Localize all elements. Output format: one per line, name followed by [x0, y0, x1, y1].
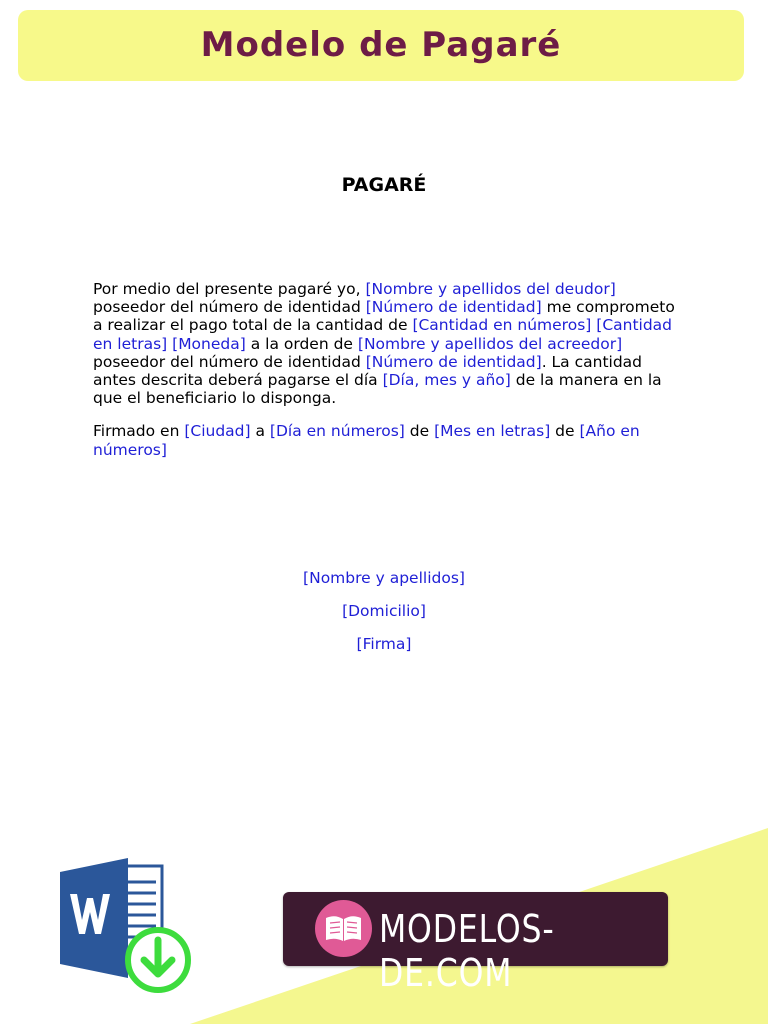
text: a la orden de	[245, 334, 358, 353]
text: a	[250, 422, 270, 441]
text: me comprometo a realizar el pago total de la cantidad de	[93, 298, 675, 335]
text: Firmado en	[93, 422, 185, 441]
text: de	[550, 422, 580, 441]
placeholder-due-date: [Día, mes y año]	[382, 371, 511, 390]
open-book-icon	[315, 900, 372, 957]
placeholder-debtor-name: [Nombre y apellidos del deudor]	[365, 280, 616, 298]
placeholder-debtor-id: [Número de identidad]	[365, 298, 542, 317]
placeholder-creditor-id: [Número de identidad]	[365, 352, 542, 371]
placeholder-currency: [Moneda]	[172, 334, 246, 353]
placeholder-amount-letters: [Cantidad en letras]	[93, 316, 673, 353]
text: poseedor del número de identidad	[93, 298, 366, 317]
paragraph-signed	[93, 422, 675, 458]
text: poseedor del número de identidad	[93, 352, 366, 371]
text: Por medio del presente pagaré yo,	[93, 280, 366, 298]
word-download-icon[interactable]	[56, 856, 196, 998]
brand-text: MODELOS-DE.COM	[379, 907, 555, 995]
text: . La cantidad antes descrita deberá pagarse el día	[93, 352, 643, 390]
signature-field: [Firma]	[356, 635, 412, 653]
document-body	[93, 280, 675, 459]
document-title: PAGARÉ	[341, 174, 427, 196]
header-banner	[18, 10, 744, 81]
paragraph-promise	[93, 280, 675, 407]
text: de la manera en la que el beneficiario lo disponga.	[93, 371, 662, 408]
placeholder-day: [Día en números]	[269, 422, 405, 441]
signature-name: [Nombre y apellidos]	[303, 569, 465, 587]
brand-badge[interactable]	[283, 892, 668, 995]
placeholder-creditor-name: [Nombre y apellidos del acreedor]	[357, 334, 623, 353]
text: de	[404, 422, 435, 441]
signature-address: [Domicilio]	[342, 602, 426, 620]
brand-logo-circle	[315, 900, 372, 957]
banner-title: Modelo de Pagaré	[200, 24, 562, 65]
placeholder-year: [Año en números]	[93, 422, 640, 459]
placeholder-month: [Mes en letras]	[434, 422, 551, 441]
placeholder-city: [Ciudad]	[184, 422, 251, 441]
placeholder-amount-numbers: [Cantidad en números]	[412, 316, 592, 335]
